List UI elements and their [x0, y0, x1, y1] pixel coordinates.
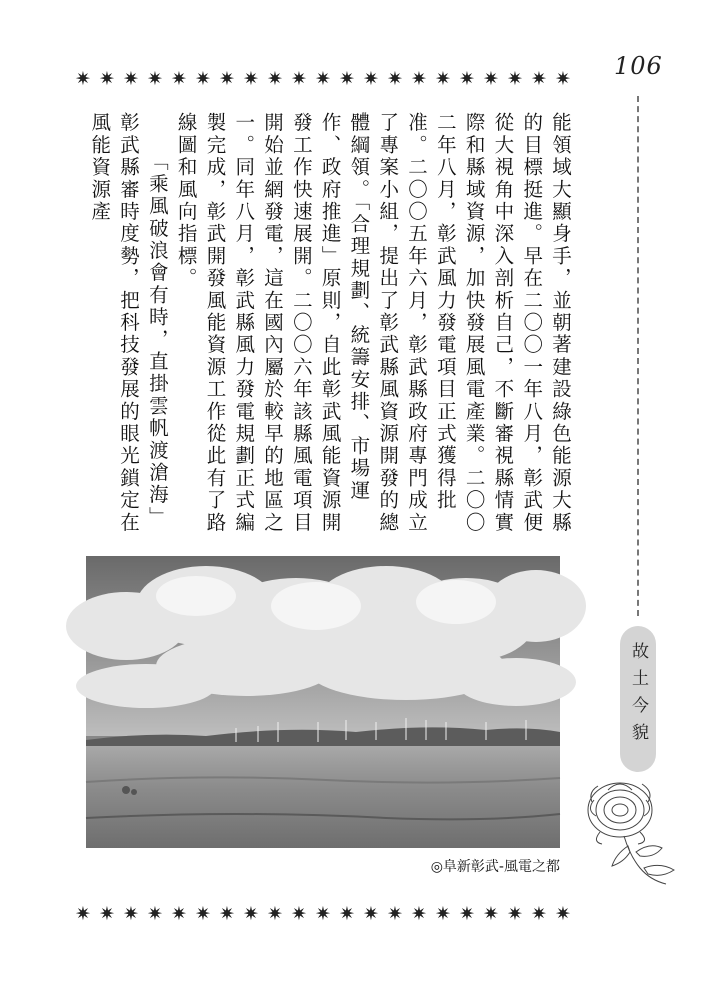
border-ornament-icon: ✷ [315, 903, 331, 925]
border-ornament-icon: ✷ [435, 68, 451, 90]
bottom-border-ornament [72, 903, 574, 925]
border-ornament-icon: ✷ [507, 903, 523, 925]
border-ornament-icon: ✷ [483, 68, 499, 90]
border-ornament-icon: ✷ [387, 903, 403, 925]
border-ornament-icon: ✷ [171, 68, 187, 90]
border-ornament-icon: ✷ [123, 903, 139, 925]
border-ornament-icon: ✷ [435, 903, 451, 925]
border-ornament-icon: ✷ [195, 68, 211, 90]
border-ornament-icon: ✷ [243, 68, 259, 90]
wind-farm-photo [86, 556, 560, 848]
border-ornament-icon: ✷ [363, 903, 379, 925]
border-ornament-icon: ✷ [147, 68, 163, 90]
border-ornament-icon: ✷ [219, 903, 235, 925]
section-tab-label: 故土今貌 [628, 642, 648, 750]
body-text-vertical [88, 112, 574, 544]
border-ornament-icon: ✷ [315, 68, 331, 90]
body-paragraph-2: 「乘風破浪會有時，直掛雲帆渡滄海」彰武縣審時度勢，把科技發展的眼光鎖定在風能資源產 [88, 112, 169, 534]
border-ornament-icon: ✷ [411, 903, 427, 925]
border-ornament-icon: ✷ [339, 68, 355, 90]
border-ornament-icon: ✷ [75, 68, 91, 90]
top-border-ornament [72, 68, 574, 90]
border-ornament-icon: ✷ [291, 68, 307, 90]
border-ornament-icon: ✷ [99, 68, 115, 90]
border-ornament-icon: ✷ [411, 68, 427, 90]
border-ornament-icon: ✷ [99, 903, 115, 925]
border-ornament-icon: ✷ [507, 68, 523, 90]
photo-caption: ◎阜新彰武-風電之都 [430, 859, 560, 875]
border-ornament-icon: ✷ [267, 903, 283, 925]
border-ornament-icon: ✷ [339, 903, 355, 925]
border-ornament-icon: ✷ [459, 68, 475, 90]
peony-flower-icon [578, 772, 682, 890]
border-ornament-icon: ✷ [291, 903, 307, 925]
border-ornament-icon: ✷ [171, 903, 187, 925]
border-ornament-icon: ✷ [531, 68, 547, 90]
border-ornament-icon: ✷ [363, 68, 379, 90]
border-ornament-icon: ✷ [555, 903, 571, 925]
border-ornament-icon: ✷ [555, 68, 571, 90]
border-ornament-icon: ✷ [459, 903, 475, 925]
border-ornament-icon: ✷ [267, 68, 283, 90]
side-dashed-rule [637, 96, 639, 616]
page-number: 106 [614, 52, 663, 80]
border-ornament-icon: ✷ [531, 903, 547, 925]
border-ornament-icon: ✷ [195, 903, 211, 925]
section-tab [620, 626, 656, 772]
body-paragraph-1: 能領域大顯身手，並朝著建設綠色能源大縣的目標挺進。早在二〇〇一年八月，彰武便從大視角中深入剖析自己，不斷審視縣情實際和縣域資源，加快發展風電產業。二〇〇二年八月，彰武風力發電項目正式獲得批准。二〇〇五年六月，彰武縣政府專門成立了專案小組，提出了彰武縣風資源開發的總體綱領。「合理規劃、統籌安排、市場運作、政府推進」原則，自此彰武風能資源開發工作快速展開。二〇〇六年該縣風電項目開始並網發電，這在國內屬於較早的地區之一。同年八月，彰武縣風力發電規劃正式編製完成，彰武開發風能資源工作從此有了路線圖和風向指標。 [174, 112, 572, 534]
border-ornament-icon: ✷ [75, 903, 91, 925]
border-ornament-icon: ✷ [483, 903, 499, 925]
border-ornament-icon: ✷ [123, 68, 139, 90]
border-ornament-icon: ✷ [219, 68, 235, 90]
border-ornament-icon: ✷ [243, 903, 259, 925]
border-ornament-icon: ✷ [387, 68, 403, 90]
border-ornament-icon: ✷ [147, 903, 163, 925]
